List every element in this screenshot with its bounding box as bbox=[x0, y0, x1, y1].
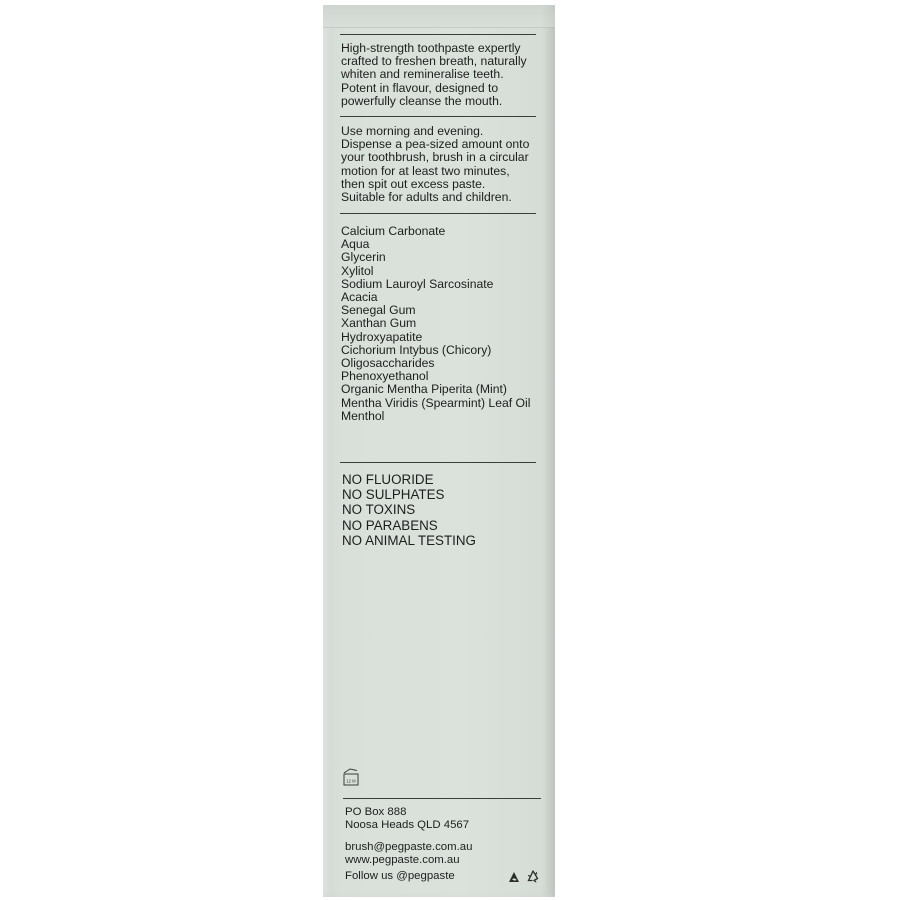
box-top-flap bbox=[323, 5, 555, 28]
description-line: High-strength toothpaste expertly bbox=[341, 41, 521, 55]
address-line: Noosa Heads QLD 4567 bbox=[345, 819, 470, 831]
divider-ingredients bbox=[340, 213, 536, 214]
ingredient-item: Organic Mentha Piperita (Mint) bbox=[341, 382, 507, 397]
directions-line: your toothbrush, brush in a circular bbox=[341, 150, 529, 165]
ingredient-item: Glycerin bbox=[341, 250, 386, 265]
ingredient-item: Xylitol bbox=[341, 263, 374, 278]
directions-text bbox=[341, 125, 541, 204]
ingredients-list bbox=[341, 225, 541, 423]
directions-line: motion for at least two minutes, bbox=[341, 163, 510, 178]
contact-text bbox=[345, 841, 472, 867]
divider-directions bbox=[340, 116, 536, 117]
claim-item: NO SULPHATES bbox=[342, 487, 445, 503]
ingredient-item: Cichorium Intybus (Chicory) bbox=[341, 342, 492, 357]
ingredient-item: Calcium Carbonate bbox=[341, 224, 446, 238]
contact-email: brush@pegpaste.com.au bbox=[345, 841, 473, 853]
toothpaste-box-side bbox=[323, 5, 555, 897]
description-line: powerfully cleanse the mouth. bbox=[341, 93, 503, 108]
address-text bbox=[345, 806, 469, 832]
divider-top bbox=[340, 34, 536, 35]
ingredient-item: Menthol bbox=[341, 408, 385, 423]
contact-website: www.pegpaste.com.au bbox=[345, 854, 460, 866]
ingredient-item: Phenoxyethanol bbox=[341, 369, 429, 384]
ingredient-item: Sodium Lauroyl Sarcosinate bbox=[341, 276, 494, 291]
social-handle: Follow us @pegpaste bbox=[345, 870, 455, 882]
ingredient-item: Aqua bbox=[341, 237, 370, 252]
pao-jar-icon bbox=[342, 767, 360, 787]
claim-item: NO TOXINS bbox=[342, 502, 416, 518]
ingredient-item: Hydroxyapatite bbox=[341, 329, 423, 344]
ingredient-item: Oligosaccharides bbox=[341, 356, 435, 371]
divider-claims bbox=[340, 462, 536, 463]
divider-address bbox=[343, 798, 541, 799]
ingredient-item: Acacia bbox=[341, 290, 378, 305]
ingredient-item: Mentha Viridis (Spearmint) Leaf Oil bbox=[341, 395, 531, 410]
description-line: crafted to freshen breath, naturally bbox=[341, 54, 527, 69]
claims-list bbox=[342, 472, 542, 548]
directions-line: Suitable for adults and children. bbox=[341, 190, 512, 205]
description-text bbox=[341, 42, 541, 108]
description-line: Potent in flavour, designed to bbox=[341, 80, 499, 95]
description-line: whiten and remineralise teeth. bbox=[341, 67, 504, 82]
directions-line: Use morning and evening. bbox=[341, 124, 484, 138]
australia-made-icon bbox=[508, 871, 520, 883]
claim-item: NO PARABENS bbox=[342, 517, 438, 533]
ingredient-item: Xanthan Gum bbox=[341, 316, 417, 331]
directions-line: then spit out excess paste. bbox=[341, 176, 486, 191]
recycle-icon bbox=[526, 869, 540, 883]
pao-label: 12 M bbox=[346, 778, 356, 784]
claim-item: NO ANIMAL TESTING bbox=[342, 532, 476, 548]
address-line: PO Box 888 bbox=[345, 806, 407, 818]
box-edge-shadow bbox=[541, 5, 555, 897]
claim-item: NO FLUORIDE bbox=[342, 472, 434, 487]
ingredient-item: Senegal Gum bbox=[341, 303, 416, 318]
directions-line: Dispense a pea-sized amount onto bbox=[341, 137, 530, 152]
